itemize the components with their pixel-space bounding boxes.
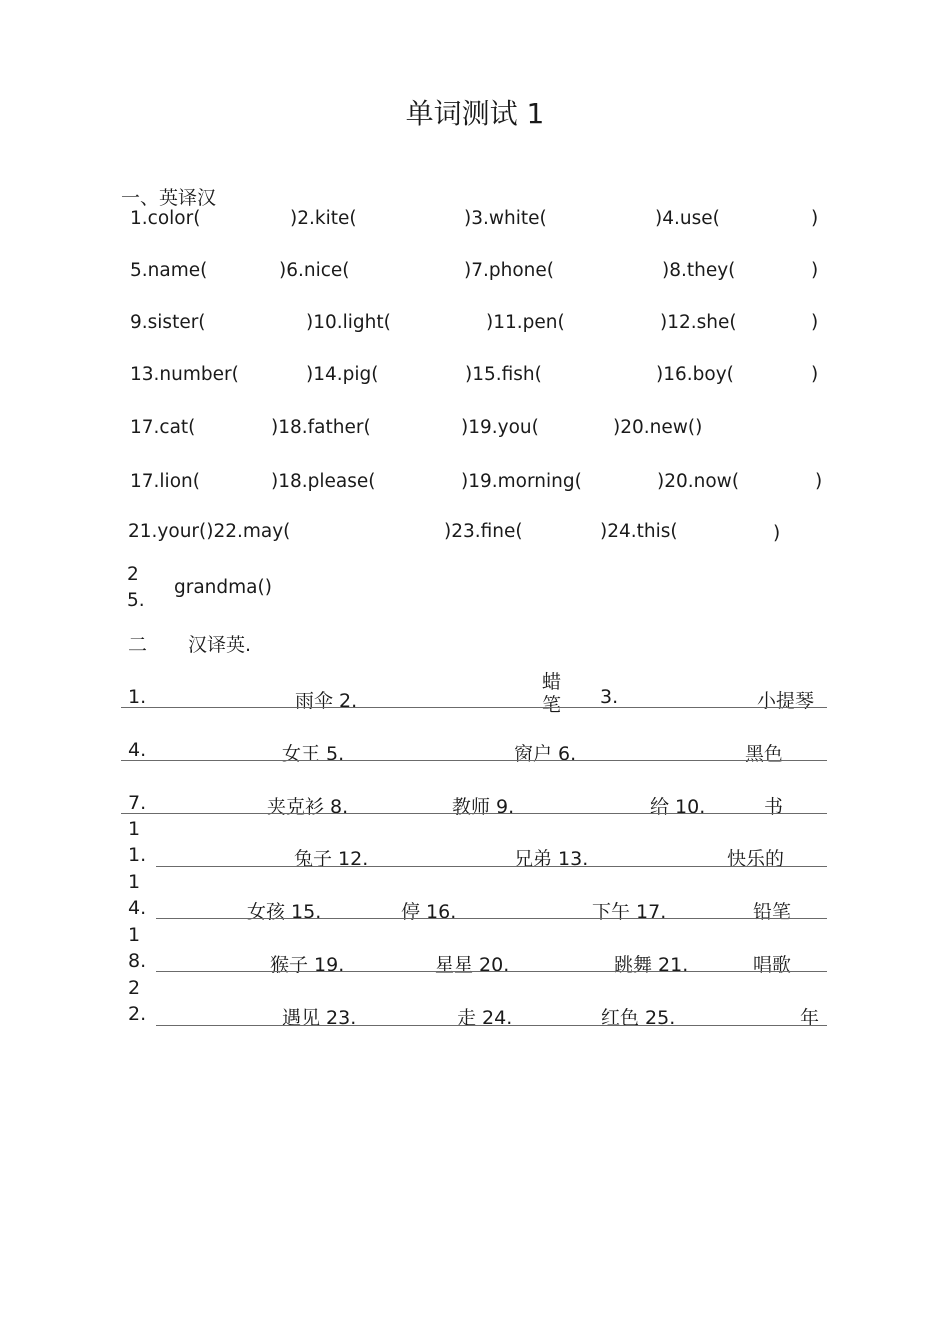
item-text: 女孩 15. [247,901,322,923]
item-text: 兄弟 13. [514,848,589,870]
item-text: 13.number( [130,364,239,385]
item-number-part: 8. [128,950,147,972]
item-text: 红色 25. [601,1007,676,1029]
item-text: )3.white( [464,208,547,229]
item-text: ) [811,208,819,229]
item-text: 1.color( [130,208,201,229]
item-text: 遇见 23. [282,1007,357,1029]
item-text: 小提琴 [757,690,815,712]
item-text: 女王 5. [282,743,345,765]
item-text: )10.light( [306,312,391,333]
answer-line [121,813,827,814]
item-text: 年 [800,1007,820,1029]
item-text: )18.please( [271,471,376,492]
item-text: 夹克衫 8. [267,796,349,818]
item-number-part: 2 [127,564,139,585]
item-number-part: 4. [128,897,147,919]
item-text: 停 16. [401,901,457,923]
item-text: 唱歌 [753,954,792,976]
item-text: 给 10. [650,796,706,818]
item-text: )18.father( [271,417,371,438]
item-text: ) [811,364,819,385]
item-text: )19.morning( [461,471,582,492]
item-number-part: 1 [128,818,141,840]
item-text: 下午 17. [592,901,667,923]
item-text: 蜡 [542,671,562,693]
item-text: 雨伞 2. [295,690,358,712]
section1-heading: 一、英译汉 [121,187,217,209]
item-text: 快乐的 [727,848,785,870]
item-text: 17.cat( [130,417,196,438]
item-text: 笔 [542,694,562,716]
item-text: )19.you( [461,417,539,438]
item-text: 跳舞 21. [614,954,689,976]
item-number-part: 2. [128,1003,147,1025]
item-number-part: 1. [128,844,147,866]
item-text: )6.nice( [279,260,350,281]
item-number: 1. [128,686,147,708]
item-text: )24.this( [600,521,678,542]
answer-line [156,918,827,919]
item-text: ) [815,471,823,492]
item-text: 铅笔 [753,901,792,923]
item-text: 黑色 [745,743,784,765]
item-number-part: 2 [128,977,141,999]
item-text: )7.phone( [464,260,554,281]
item-text: )11.pen( [486,312,565,333]
item-text: ) [773,523,781,544]
section2-heading-number: 二 [128,634,148,656]
section2-heading: 汉译英. [188,634,252,656]
item-text: ) [811,312,819,333]
item-text: 9.sister( [130,312,206,333]
item-text: )4.use( [655,208,720,229]
item-number-part: 1 [128,871,141,893]
item-text: )15.fish( [465,364,542,385]
item-text: )2.kite( [290,208,357,229]
item-text: grandma() [174,577,272,598]
item-text: 21.your()22.may( [128,521,291,542]
answer-line [156,866,827,867]
item-text: 书 [764,796,784,818]
item-text: )20.new() [613,417,703,438]
answer-line [156,1025,827,1026]
answer-line [121,707,827,708]
item-text: )14.pig( [306,364,379,385]
item-number: 7. [128,792,147,814]
item-text: 星星 20. [435,954,510,976]
answer-line [121,760,827,761]
item-number: 3. [600,686,619,708]
item-text: )20.now( [657,471,740,492]
item-number: 4. [128,739,147,761]
item-text: 走 24. [457,1007,513,1029]
item-text: 兔子 12. [294,848,369,870]
page-title: 单词测试 1 [405,97,545,130]
item-text: ) [811,260,819,281]
item-text: )16.boy( [656,364,734,385]
item-text: )8.they( [662,260,736,281]
item-text: 窗户 6. [514,743,577,765]
item-text: 17.lion( [130,471,200,492]
item-text: 教师 9. [452,796,515,818]
answer-line [156,971,827,972]
item-number-part: 1 [128,924,141,946]
item-text: 5.name( [130,260,208,281]
item-text: )23.fine( [444,521,523,542]
item-number-part: 5. [127,590,145,611]
item-text: 猴子 19. [270,954,345,976]
item-text: )12.she( [660,312,737,333]
